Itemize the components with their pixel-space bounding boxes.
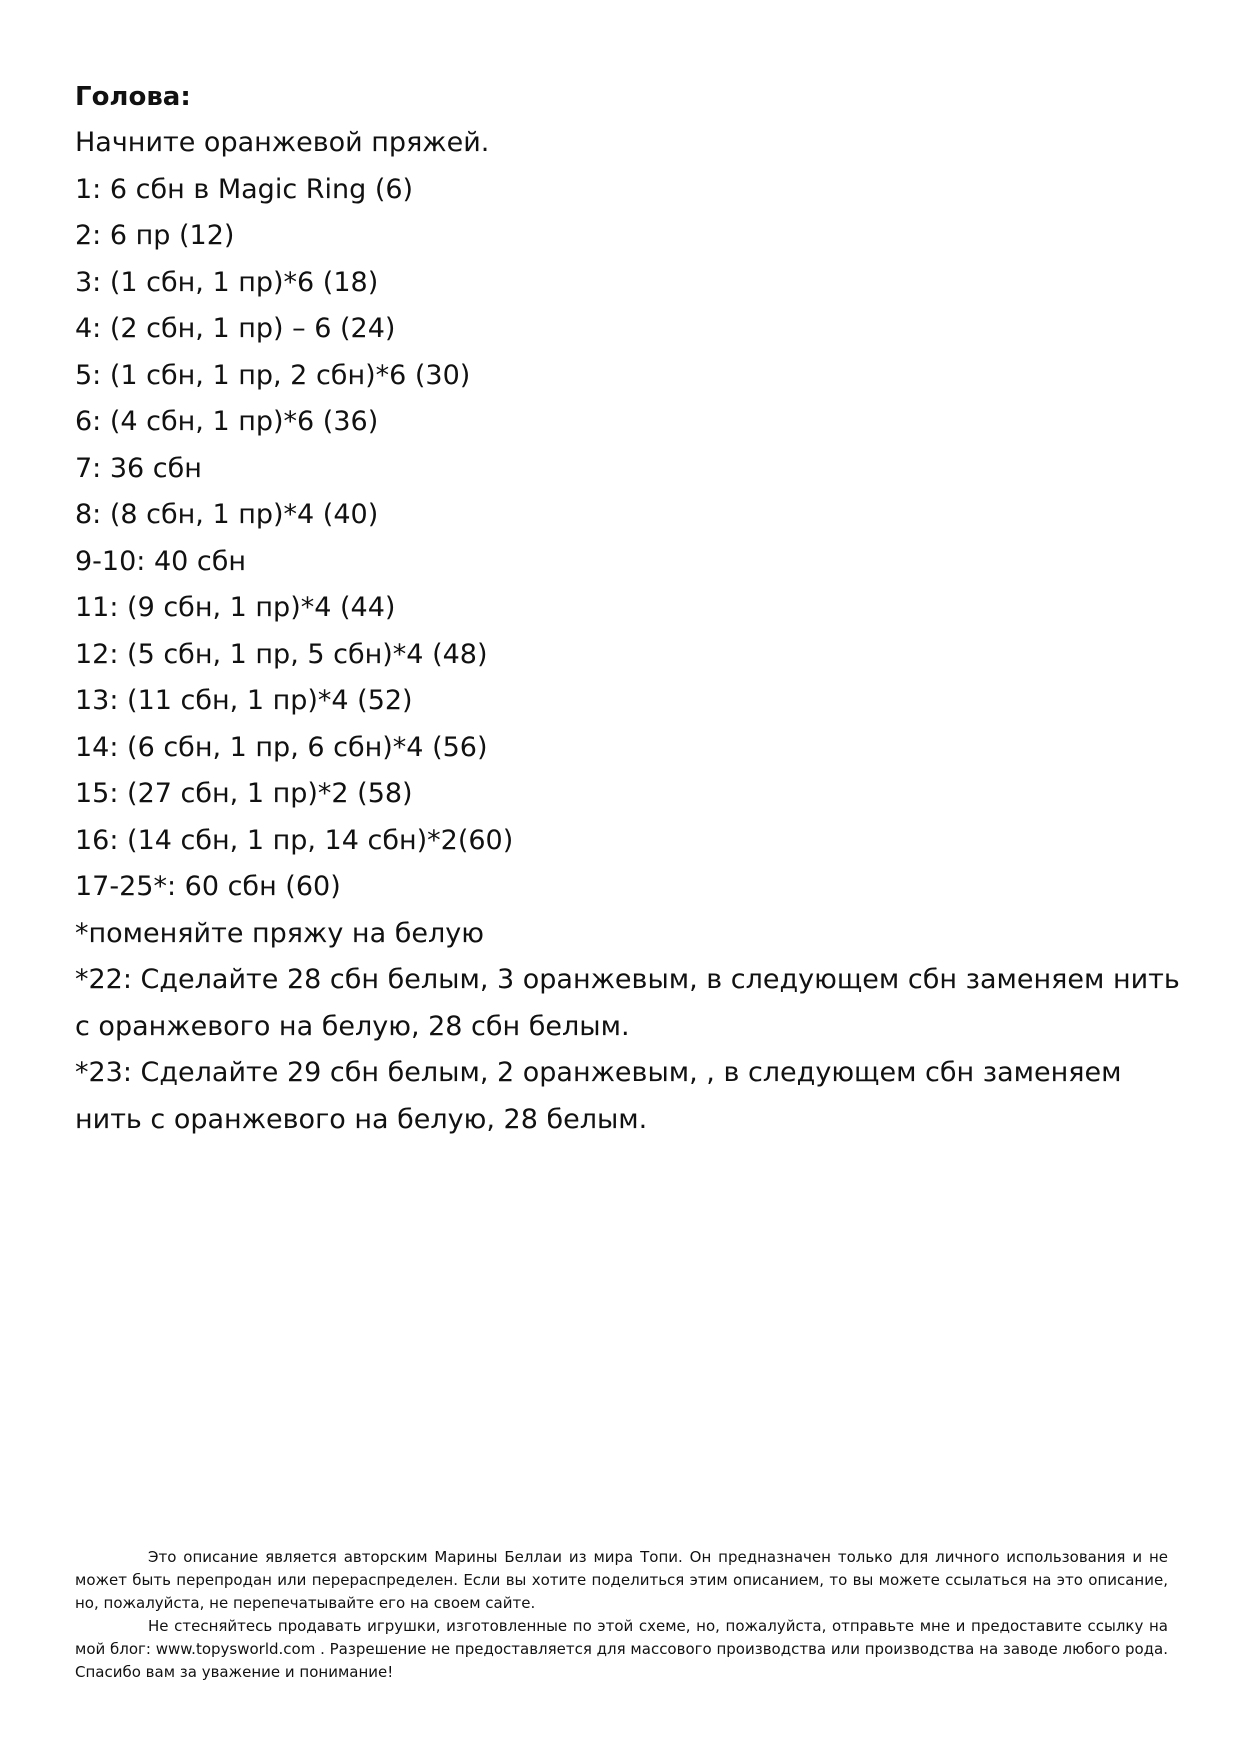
copyright-paragraph: Это описание является авторским Марины Беллаи из мира Топи. Он предназначен только для личного использования и не может быть перепродан или перераспределен. Если вы хотите поделиться этим описанием, то вы можете ссылаться на это описание, но, пожалуйста, не перепечатывайте его на своем сайте.	[75, 1548, 1168, 1612]
copyright-notice	[75, 1546, 1168, 1684]
intro-line: Начните оранжевой пряжей.	[75, 127, 490, 158]
row-15: 15: (27 сбн, 1 пр)*2 (58)	[75, 778, 413, 809]
row-14: 14: (6 сбн, 1 пр, 6 сбн)*4 (56)	[75, 731, 488, 763]
row-3: 3: (1 сбн, 1 пр)*6 (18)	[75, 266, 379, 298]
row-12: 12: (5 сбн, 1 пр, 5 сбн)*4 (48)	[75, 638, 488, 670]
row-4: 4: (2 сбн, 1 пр) – 6 (24)	[75, 313, 396, 344]
sales-permission-paragraph: Не стесняйтесь продавать игрушки, изготовленные по этой схеме, но, пожалуйста, отправьте мне и предоставите ссылку на мой блог: www.topysworld.com . Разрешение не предоставляется для массового производства или производства на заводе любого рода. Спасибо вам за уважение и понимание!	[75, 1617, 1168, 1681]
row-16: 16: (14 сбн, 1 пр, 14 сбн)*2(60)	[75, 824, 514, 856]
pattern-content	[75, 74, 1185, 1143]
row-5: 5: (1 сбн, 1 пр, 2 сбн)*6 (30)	[75, 359, 471, 391]
row-8: 8: (8 сбн, 1 пр)*4 (40)	[75, 499, 379, 530]
section-heading: Голова:	[75, 82, 191, 112]
row-7: 7: 36 сбн	[75, 452, 202, 484]
row-11: 11: (9 сбн, 1 пр)*4 (44)	[75, 592, 396, 623]
row-1: 1: 6 сбн в Magic Ring (6)	[75, 173, 414, 205]
row-6: 6: (4 сбн, 1 пр)*6 (36)	[75, 406, 379, 437]
row-23-note: *23: Сделайте 29 сбн белым, 2 оранжевым, , в следующем сбн заменяем нить с оранжевого на белую, 28 белым.	[75, 1057, 1122, 1135]
row-2: 2: 6 пр (12)	[75, 220, 235, 251]
row-17-25: 17-25*: 60 сбн (60)	[75, 871, 341, 902]
row-9-10: 9-10: 40 сбн	[75, 545, 247, 577]
row-13: 13: (11 сбн, 1 пр)*4 (52)	[75, 685, 413, 716]
yarn-change-note: *поменяйте пряжу на белую	[75, 917, 484, 949]
row-22-note: *22: Сделайте 28 сбн белым, 3 оранжевым, в следующем сбн заменяем нить с оранжевого на белую, 28 сбн белым.	[75, 964, 1180, 1042]
